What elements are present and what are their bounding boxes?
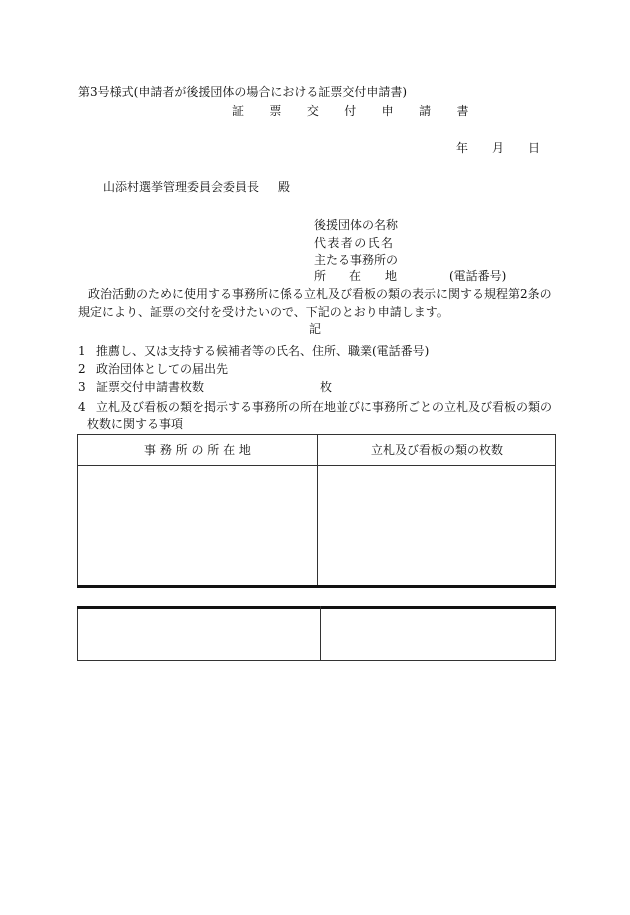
honorific: 殿 [278, 180, 291, 194]
table-top-border [77, 606, 556, 609]
table-bottom-border [77, 585, 556, 588]
phone-label: (電話番号) [449, 269, 507, 283]
body-line-2: 規定により、証票の交付を受けたいので、下記のとおり申請します。 [78, 305, 449, 319]
document-title: 証 票 交 付 申 請 書 [232, 104, 480, 118]
table-header-location: 事 務 所 の 所 在 地 [144, 443, 251, 457]
item-number: 2 [78, 362, 86, 376]
item-text: 証票交付申請書枚数 [96, 380, 205, 394]
date-year: 年 [456, 141, 469, 155]
date-day: 日 [528, 141, 541, 155]
body-line-1: 政治活動のために使用する事務所に係る立札及び看板の類の表示に関する規程第2条の [88, 287, 552, 301]
ki-heading: 記 [309, 322, 322, 336]
item-number: 4 [78, 400, 86, 414]
rep-name-label: 代表者の氏名 [314, 236, 395, 250]
item-number: 1 [78, 344, 86, 358]
item-text: 政治団体としての届出先 [96, 362, 229, 376]
form-header: 第3号様式(申請者が後援団体の場合における証票交付申請書) [78, 85, 408, 99]
column-divider [317, 435, 318, 585]
item-text: 推薦し、又は支持する候補者等の氏名、住所、職業(電話番号) [96, 344, 430, 358]
location-char-2: 在 [349, 269, 362, 283]
addressee: 山添村選挙管理委員会委員長 [103, 180, 260, 194]
item-text: 立札及び看板の類を掲示する事務所の所在地並びに事務所ごとの立札及び看板の類の [96, 400, 553, 414]
column-divider [320, 606, 321, 660]
item-unit: 枚 [320, 380, 333, 394]
office-label: 主たる事務所の [314, 253, 399, 267]
office-table [77, 434, 556, 585]
item-number: 3 [78, 380, 86, 394]
header-divider [78, 465, 555, 466]
org-name-label: 後援団体の名称 [314, 218, 399, 232]
location-char-3: 地 [385, 269, 398, 283]
continuation-table [77, 606, 556, 661]
location-char-1: 所 [314, 269, 327, 283]
date-month: 月 [492, 141, 505, 155]
table-header-count: 立札及び看板の類の枚数 [370, 443, 503, 457]
item-text-continued: 枚数に関する事項 [87, 417, 184, 431]
